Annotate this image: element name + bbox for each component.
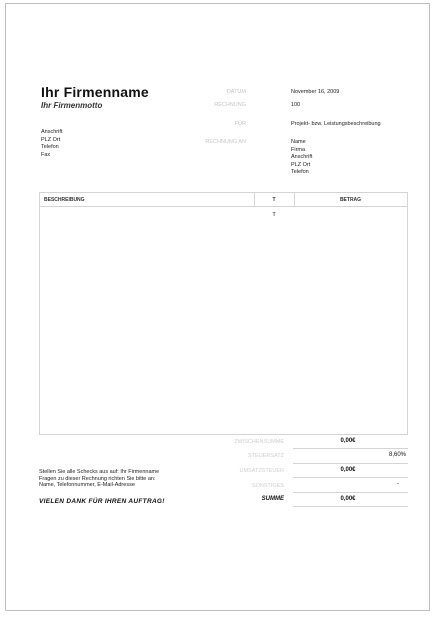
billto-block xyxy=(291,139,312,177)
subtotal-label: ZWISCHENSUMME xyxy=(234,439,284,445)
for-value: Projekt- bzw. Leistungsbeschreibung xyxy=(291,121,381,127)
date-value: November 16, 2009 xyxy=(291,89,340,95)
company-name: Ihr Firmenname xyxy=(41,84,149,100)
tax-value: 0,00€ xyxy=(340,467,356,473)
address-line: Telefon xyxy=(41,144,59,151)
header-amount: BETRAG xyxy=(339,197,362,203)
other-value: - xyxy=(397,481,399,487)
summary-divider xyxy=(293,492,408,493)
note-line: Fragen zu dieser Rechnung richten Sie bitte an: xyxy=(39,475,156,482)
total-label: SUMME xyxy=(261,496,284,502)
summary-divider xyxy=(293,463,408,464)
date-label: DATUM xyxy=(226,89,246,95)
summary-divider xyxy=(293,506,408,507)
address-line: PLZ Ort xyxy=(41,136,61,143)
total-value: 0,00€ xyxy=(340,496,356,502)
billto-line: Name xyxy=(291,139,306,145)
summary-divider xyxy=(293,477,408,478)
line-items-table xyxy=(39,192,408,435)
note-line: Stellen Sie alle Schecks aus auf: Ihr Firmenname xyxy=(39,469,160,475)
header-t: T xyxy=(272,197,276,203)
subtotal-value: 0,00€ xyxy=(340,438,356,444)
billto-label: RECHNUNG AN xyxy=(205,139,246,145)
header-description: BESCHREIBUNG xyxy=(44,197,85,203)
company-slogan: Ihr Firmenmotto xyxy=(41,101,103,110)
other-label: SONSTIGES xyxy=(251,483,284,489)
taxrate-value: 8,60% xyxy=(388,452,406,458)
summary-divider xyxy=(293,448,408,449)
invoice-number: 100 xyxy=(291,102,301,108)
address-line: Fax xyxy=(41,151,51,158)
address-line: Anschrift xyxy=(41,129,63,135)
note-line: Name, Telefonnummer, E-Mail-Adresse xyxy=(39,482,135,489)
billto-line: Telefon xyxy=(291,169,309,176)
billto-line: Anschrift xyxy=(291,154,313,161)
taxrate-label: STEUERSATZ xyxy=(248,453,284,459)
company-address xyxy=(41,129,62,159)
billto-line: PLZ Ort xyxy=(291,161,311,168)
table-header xyxy=(40,193,407,207)
payment-notes xyxy=(39,469,159,489)
billto-line: Firma xyxy=(291,146,306,153)
invoice-label: RECHNUNG xyxy=(214,102,246,108)
for-label: FÜR xyxy=(234,121,246,127)
tax-label: UMSATZSTEUER xyxy=(239,468,284,474)
invoice-page xyxy=(5,3,430,611)
thank-you-message: VIELEN DANK FÜR IHREN AUFTRAG! xyxy=(39,498,165,505)
table-row-t: T xyxy=(272,212,276,218)
